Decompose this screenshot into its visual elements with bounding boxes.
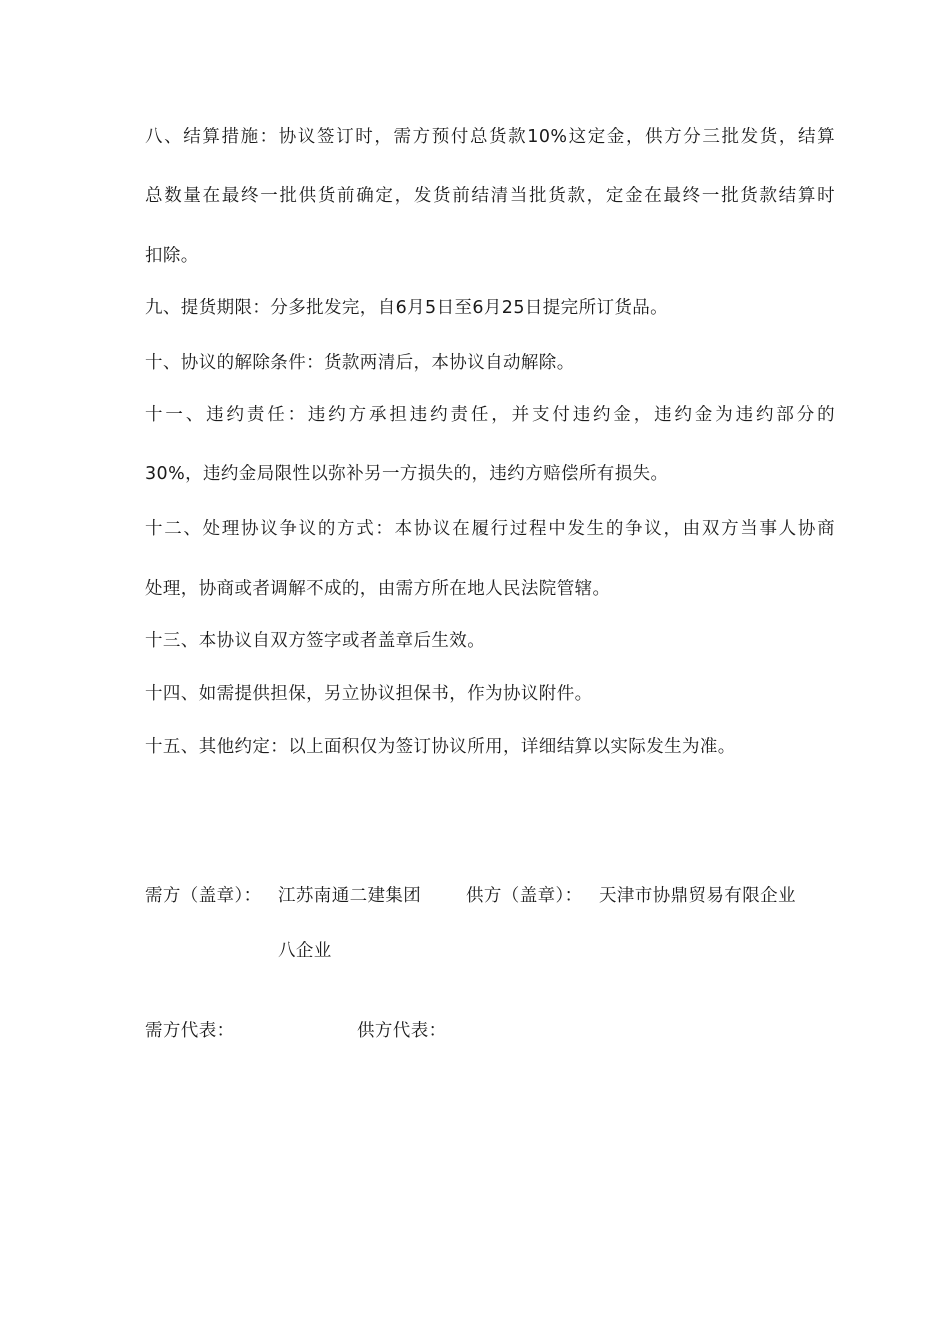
buyer-seal-name-line-1: 江苏南通二建集团 bbox=[278, 886, 422, 906]
buyer-seal-name-line-2: 八企业 bbox=[278, 941, 332, 961]
clause-11-line-1: 十一、违约责任：违约方承担违约责任，并支付违约金，违约金为违约部分的 bbox=[145, 405, 835, 425]
supplier-seal-label: 供方（盖章）： bbox=[466, 886, 583, 906]
clause-8-line-2: 总数量在最终一批供货前确定，发货前结清当批货款，定金在最终一批货款结算时 bbox=[145, 186, 835, 206]
clause-10-line-1: 十、协议的解除条件：货款两清后，本协议自动解除。 bbox=[145, 353, 575, 373]
clause-12-line-1: 十二、处理协议争议的方式：本协议在履行过程中发生的争议，由双方当事人协商 bbox=[145, 519, 835, 539]
buyer-seal-label: 需方（盖章）： bbox=[145, 886, 262, 906]
clause-14-line-1: 十四、如需提供担保，另立协议担保书，作为协议附件。 bbox=[145, 684, 593, 704]
supplier-representative-label: 供方代表： bbox=[357, 1021, 447, 1041]
clause-15-line-1: 十五、其他约定：以上面积仅为签订协议所用，详细结算以实际发生为准。 bbox=[145, 737, 736, 757]
clause-11-line-2: 30%，违约金局限性以弥补另一方损失的，违约方赔偿所有损失。 bbox=[145, 464, 669, 484]
clause-8-line-3: 扣除。 bbox=[145, 246, 199, 266]
buyer-representative-label: 需方代表： bbox=[145, 1021, 235, 1041]
supplier-seal-name: 天津市协鼎贸易有限企业 bbox=[599, 886, 796, 906]
clause-9-line-1: 九、提货期限：分多批发完，自6月5日至6月25日提完所订货品。 bbox=[145, 298, 669, 318]
clause-13-line-1: 十三、本协议自双方签字或者盖章后生效。 bbox=[145, 631, 486, 651]
clause-8-line-1: 八、结算措施：协议签订时，需方预付总货款10%这定金，供方分三批发货，结算 bbox=[145, 127, 835, 147]
clause-12-line-2: 处理，协商或者调解不成的，由需方所在地人民法院管辖。 bbox=[145, 579, 611, 599]
